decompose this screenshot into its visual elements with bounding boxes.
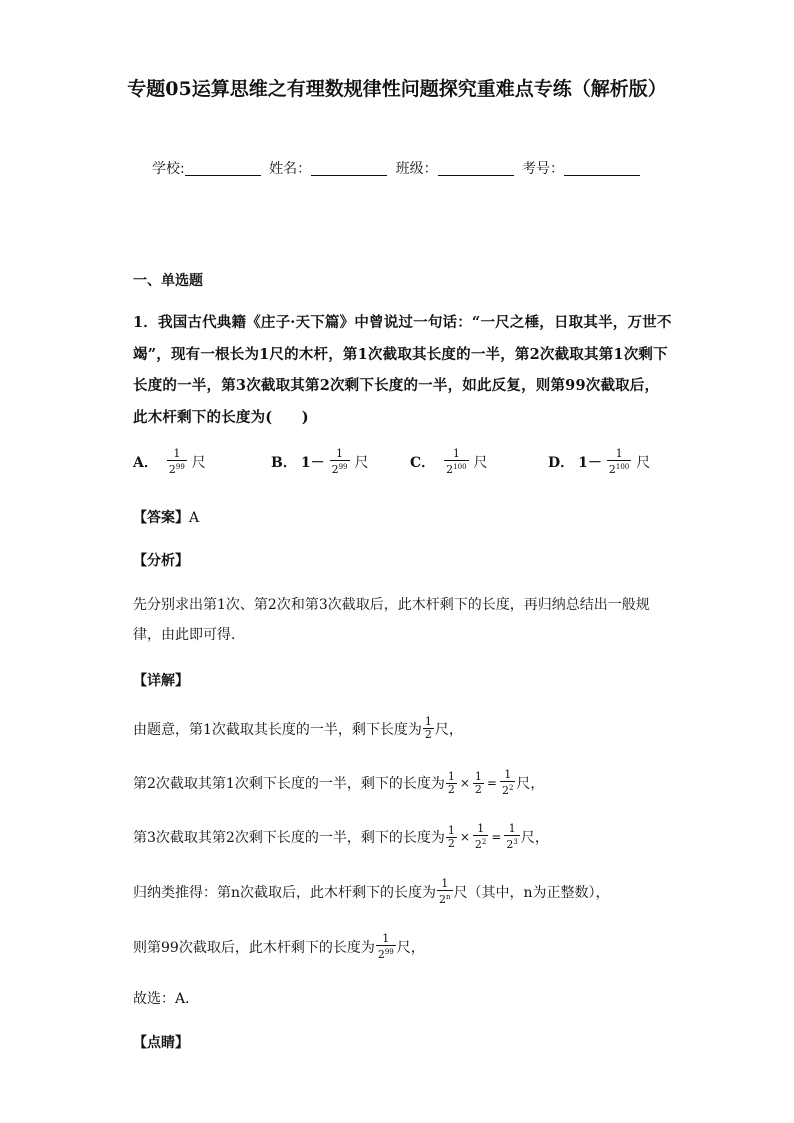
fraction-base: 2 [474,838,482,851]
school-label: 学校: [151,161,185,177]
fraction-base: 2 [439,893,447,906]
fraction [437,878,453,906]
number-label: 考号： [522,161,565,177]
fraction-exponent: 2 [508,784,514,792]
fraction-denominator [500,781,515,797]
detail-line-3 [133,823,549,851]
detail-text-end: 尺， [396,940,425,956]
option-unit: 尺 [473,455,488,471]
fraction-numerator: 1 [447,823,455,837]
page-title: 专题05运算思维之有理数规律性问题探究重难点专练（解析版） [127,78,667,100]
fraction-exponent: 100 [453,463,467,471]
fraction-numerator: 1 [452,447,460,460]
fraction-numerator: 1 [336,447,344,460]
option-fraction [167,448,187,476]
fraction [446,825,457,850]
equals-sign: = [486,776,497,790]
answer-row [133,507,199,527]
option-b[interactable] [271,448,369,476]
fraction-denominator [504,835,519,851]
detail-text: 第2次截取其第1次剩下长度的一半，剩下的长度为 [133,776,445,792]
fraction-numerator: 1 [504,768,512,781]
option-letter: D． [548,455,575,471]
detail-text-end: 尺， [520,830,549,846]
option-letter: A． [133,455,158,471]
option-unit: 尺 [191,455,206,471]
fraction-denominator [376,945,396,961]
fraction-numerator: 1 [382,932,390,945]
fraction-denominator: 2 [447,836,455,850]
equals-sign: = [491,830,502,844]
option-unit: 尺 [354,455,369,471]
fraction-numerator: 1 [173,447,181,460]
fraction-numerator: 1 [508,822,516,835]
detail-tag: 【详解】 [133,673,189,689]
fraction [504,823,519,851]
option-letter: B． [271,455,297,471]
option-prefix: 1－ [578,455,602,471]
number-blank[interactable] [564,161,640,176]
detail-text-end: 尺， [516,776,545,792]
detail-line-2 [133,769,544,797]
times-sign: × [459,776,470,790]
fraction-base: 2 [608,463,616,476]
question-text: 1．我国古代典籍《庄子·天下篇》中曾说过一句话：“一尺之棰，日取其半，万世不竭”，现有一根长为1尺的木杆，第1次截取其长度的一半，第2次截取其第1次剩下长度的一半，第3次截取其第2次剩下长度的一半，如此反复，则第99次截取后，此木杆剩下的长度为( ) [133,314,672,426]
fraction-exponent: 99 [175,463,185,471]
fraction-base: 2 [446,463,454,476]
option-d[interactable] [548,448,650,476]
comment-tag: 【点睛】 [133,1035,189,1051]
option-fraction [444,448,468,476]
school-blank[interactable] [185,161,261,176]
fraction-numerator: 1 [474,769,482,783]
fraction [500,769,515,797]
option-prefix: 1－ [300,455,325,471]
fraction-numerator: 1 [441,877,449,890]
fraction-denominator [437,890,453,906]
fraction-base: 2 [506,838,514,851]
detail-text-end: 尺（其中，n为正整数）， [453,885,610,901]
option-c[interactable] [410,448,488,476]
option-a[interactable] [133,448,206,476]
option-fraction [607,448,631,476]
fraction-exponent: 3 [513,838,518,846]
class-blank[interactable] [438,161,514,176]
name-label: 姓名： [269,161,312,177]
fraction-denominator [167,460,187,476]
fraction-denominator: 2 [447,782,455,796]
fraction-denominator: 2 [474,782,482,796]
fraction-numerator: 1 [424,715,432,728]
fraction-numerator: 1 [447,769,455,783]
fraction [446,771,457,796]
detail-text: 则第99次截取后，此木杆剩下的长度为 [133,940,375,956]
fraction [376,933,396,961]
fraction-exponent: 100 [615,463,630,471]
answer-tag: 【答案】 [133,510,189,526]
section-heading: 一、单选题 [133,273,203,289]
times-sign: × [459,830,470,844]
analysis-text: 先分别求出第1次、第2次和第3次截取后，此木杆剩下的长度，再归纳总结出一般规律，由此即可得． [133,597,650,643]
fraction-denominator [330,460,350,476]
answer-value: A [189,510,200,526]
fraction [473,823,488,851]
detail-text: 由题意，第1次截取其长度的一半，剩下长度为 [133,721,422,738]
fraction [473,771,484,796]
fraction-denominator [607,460,631,476]
detail-line-4 [133,878,610,906]
fraction-exponent: 99 [338,463,348,471]
detail-line-6 [133,988,199,1008]
option-fraction [330,448,350,476]
fraction-exponent: 2 [481,838,487,846]
detail-text: 归纳类推得：第n次截取后，此木杆剩下的长度为 [133,885,437,901]
fraction-base: 2 [377,948,385,961]
class-label: 班级： [395,161,438,177]
fraction-base: 2 [168,463,176,476]
detail-text: 第3次截取其第2次剩下长度的一半，剩下的长度为 [133,830,445,846]
fraction-exponent: n [446,893,451,901]
option-letter: C． [410,455,436,471]
detail-text-end: 尺， [434,721,463,738]
fraction-base: 2 [331,463,339,476]
option-unit: 尺 [636,455,651,471]
detail-line-5 [133,933,425,961]
detail-text: 故选：A． [133,991,200,1007]
fraction-denominator [473,835,488,851]
fraction-denominator: 2 [424,728,432,741]
fraction-numerator: 1 [615,447,623,460]
fraction-denominator [444,460,468,476]
detail-line-1 [133,716,463,741]
fraction [423,716,434,741]
analysis-tag: 【分析】 [133,553,189,569]
student-info-row [0,158,794,178]
name-blank[interactable] [311,161,387,176]
fraction-exponent: 99 [384,948,394,956]
fraction-numerator: 1 [477,822,485,835]
fraction-base: 2 [501,784,509,797]
